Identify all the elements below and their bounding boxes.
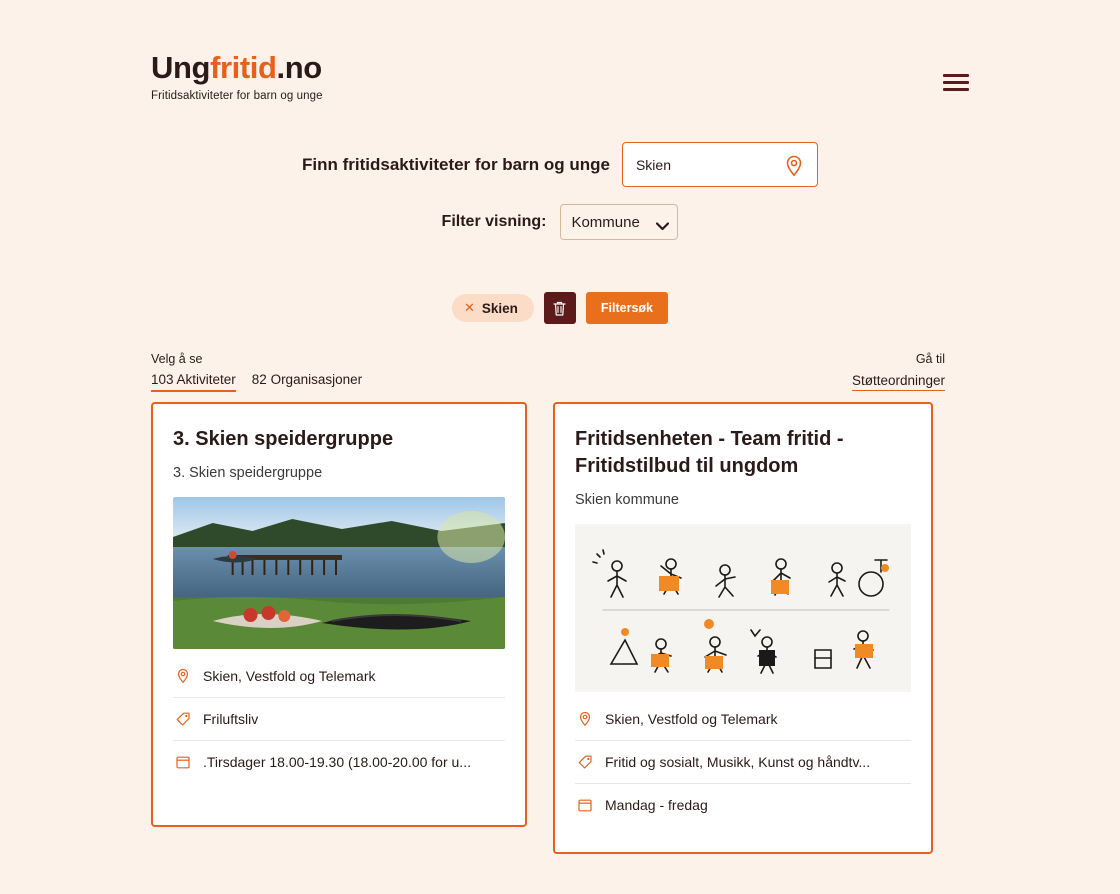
logo[interactable] [151,52,323,102]
site-header [151,52,969,112]
location-pin-icon[interactable] [783,154,805,183]
toolbar-right [852,352,945,392]
logo-part-ung: Ung [151,50,211,85]
card-image-illustration [575,524,911,692]
meta-schedule [173,741,505,783]
hamburger-icon[interactable] [943,74,969,92]
tab-aktiviteter[interactable]: 103 Aktiviteter [151,372,236,392]
calendar-icon [175,754,191,770]
meta-location [575,698,911,741]
tag-icon [577,754,593,770]
result-card-speidergruppe[interactable] [151,402,527,827]
close-icon[interactable]: ✕ [463,300,475,315]
filter-selected-value: Kommune [571,213,640,231]
filter-chip-label: Skien [481,300,518,316]
filter-search-button[interactable]: Filtersøk [586,292,668,324]
filter-label: Filter visning: [441,213,547,230]
logo-part-fritid: fritid [210,50,277,85]
results-toolbar [151,352,945,392]
search-input[interactable] [623,143,773,186]
location-pin-icon [577,711,593,727]
card-subtitle: Skien kommune [575,492,679,508]
search-row [0,142,1120,187]
meta-schedule [575,784,911,826]
logo-tagline: Fritidsaktiviteter for barn og unge [151,90,323,102]
card-meta-list [173,655,505,783]
card-image-canoes [173,497,505,649]
toolbar-right-label: Gå til [915,352,945,366]
meta-location-text: Skien, Vestfold og Telemark [203,668,376,684]
card-title: Fritidsenheten - Team fritid - Fritidstilbud til ungdom [575,428,844,477]
meta-location-text: Skien, Vestfold og Telemark [605,711,778,727]
chevron-down-icon [656,218,667,225]
clear-filters-button[interactable] [544,292,576,324]
active-filters-row [0,292,1120,324]
hamburger-bar [943,74,969,77]
tab-organisasjoner[interactable]: 82 Organisasjoner [251,372,363,387]
location-pin-icon [175,668,191,684]
toolbar-left-label: Velg å se [151,352,203,366]
card-title: 3. Skien speidergruppe [173,428,394,450]
logo-part-no: .no [276,50,322,85]
meta-schedule-text: Mandag - fredag [605,797,708,813]
filter-visning-select[interactable] [560,204,678,240]
tag-icon [175,711,191,727]
hamburger-bar [943,81,969,84]
results-tabs [151,372,362,392]
search-label: Finn fritidsaktiviteter for barn og unge [302,154,610,174]
meta-category [575,741,911,784]
filter-chip-skien[interactable] [452,294,534,322]
result-card-fritidsenheten[interactable] [553,402,933,854]
meta-category [173,698,505,741]
trash-icon [552,300,567,317]
hamburger-bar [943,88,969,91]
toolbar-left [151,352,362,392]
results-cards [151,402,963,854]
meta-category-text: Friluftsliv [203,711,259,727]
card-subtitle: 3. Skien speidergruppe [173,465,323,481]
meta-location [173,655,505,698]
filter-row [0,204,1120,240]
search-box[interactable] [622,142,818,187]
card-meta-list [575,698,911,826]
link-stotteordninger[interactable]: Støtteordninger [852,373,945,391]
logo-text [151,52,323,83]
calendar-icon [577,797,593,813]
meta-category-text: Fritid og sosialt, Musikk, Kunst og håndtv... [605,754,871,770]
meta-schedule-text: .Tirsdager 18.00-19.30 (18.00-20.00 for u... [203,754,471,770]
